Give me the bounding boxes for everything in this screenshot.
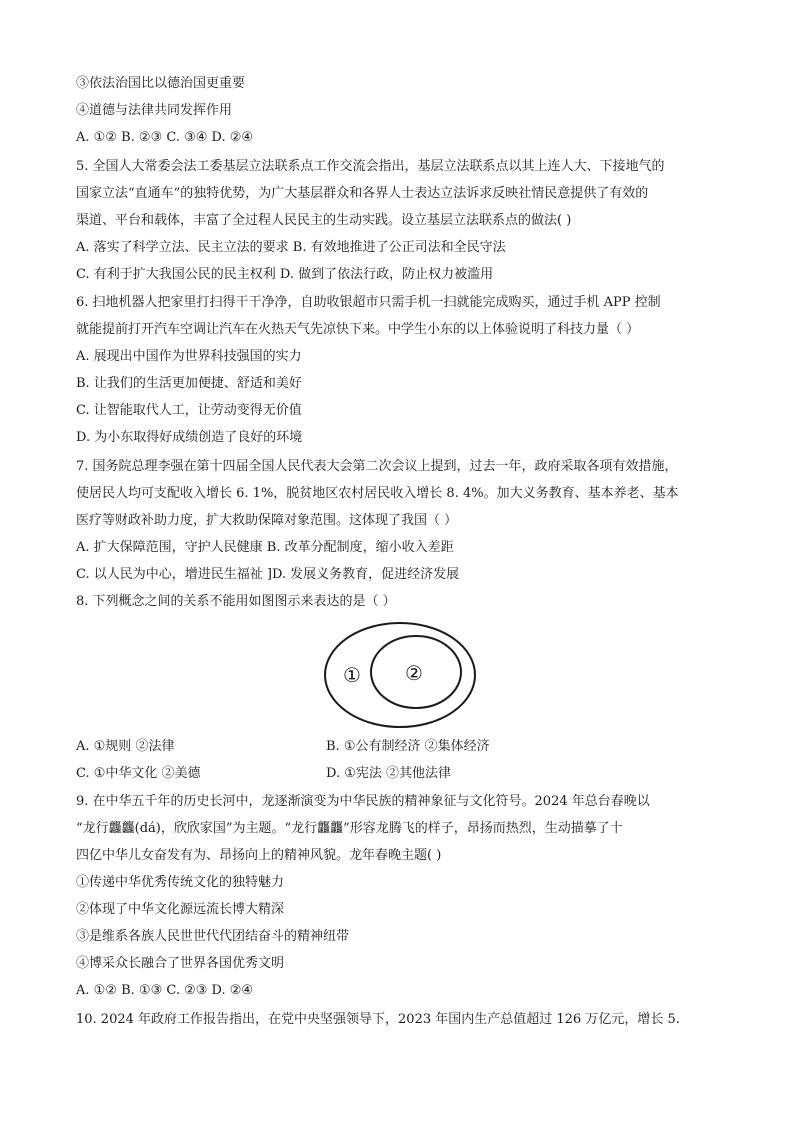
q9-statement-1: ①传递中华优秀传统文化的独特魅力 — [76, 875, 285, 890]
q6-stem-line-1: 6. 扫地机器人把家里打扫得干干净净，自助收银超市只需手机一扫就能完成购买，通过手机 APP 控制 — [76, 295, 661, 310]
q6-option-d: D. 为小东取得好成绩创造了良好的环境 — [76, 430, 303, 445]
q5-options-row-1: A. 落实了科学立法、民主立法的要求 B. 有效地推进了公正司法和全民守法 — [76, 240, 506, 255]
q8-option-a: A. ①规则 ②法律 — [76, 739, 175, 754]
q9-stem-line-1: 9. 在中华五千年的历史长河中，龙逐渐演变为中华民族的精神象征与文化符号。2024 年总台春晚以 — [76, 794, 650, 809]
q8-option-d: D. ①宪法 ②其他法律 — [326, 766, 452, 781]
q8-option-b: B. ①公有制经济 ②集体经济 — [326, 739, 490, 754]
q8-option-c: C. ①中华文化 ②美德 — [76, 766, 201, 781]
q8-options-row-1 — [76, 737, 726, 757]
q4-statement-3: ③依法治国比以德治国更重要 — [76, 76, 246, 91]
q9-statement-3: ③是维系各族人民世世代代团结奋斗的精神纽带 — [76, 929, 350, 944]
q4-statement-4: ④道德与法律共同发挥作用 — [76, 103, 233, 118]
q8-nested-ellipse-diagram — [322, 620, 478, 730]
q5-stem-line-2: 国家立法“直通车”的独特优势，为广大基层群众和各界人士表达立法诉求反映社情民意提供了有效的 — [76, 186, 649, 201]
q5-stem-line-3: 渠道、平台和载体，丰富了全过程人民民主的生动实践。设立基层立法联系点的做法( ) — [76, 213, 572, 228]
q7-options-row-2: C. 以人民为中心，增进民生福祉 ]D. 发展义务教育，促进经济发展 — [76, 567, 460, 582]
q9-options: A. ①② B. ①③ C. ②③ D. ②④ — [76, 983, 254, 998]
q7-stem-line-1: 7. 国务院总理李强在第十四届全国人民代表大会第二次会议上提到，过去一年，政府采取各项有效措施， — [76, 459, 678, 474]
q6-option-c: C. 让智能取代人工，让劳动变得无价值 — [76, 403, 302, 418]
q6-stem-line-2: 就能提前打开汽车空调让汽车在火热天气先凉快下来。中学生小东的以上体验说明了科技力量（ ） — [76, 322, 640, 337]
q4-options: A. ①② B. ②③ C. ③④ D. ②④ — [76, 130, 254, 145]
q9-stem-line-3: 四亿中华儿女奋发有为、昂扬向上的精神风貌。龙年春晚主题( ) — [76, 848, 442, 863]
q6-option-a: A. 展现出中国作为世界科技强国的实力 — [76, 349, 302, 364]
q8-stem: 8. 下列概念之间的关系不能用如图图示来表达的是（ ） — [76, 594, 396, 609]
q7-stem-line-2: 使居民人均可支配收入增长 6. 1%，脱贫地区农村居民收入增长 8. 4%。加大义务教育、基本养老、基本 — [76, 486, 679, 501]
q6-option-b: B. 让我们的生活更加便捷、舒适和美好 — [76, 376, 302, 391]
q9-statement-4: ④博采众长融合了世界各国优秀文明 — [76, 956, 285, 971]
q7-options-row-1: A. 扩大保障范围，守护人民健康 B. 改革分配制度，缩小收入差距 — [76, 540, 454, 555]
q7-stem-line-3: 医疗等财政补助力度，扩大救助保障对象范围。这体现了我国（ ） — [76, 513, 458, 528]
outer-ellipse-label: ① — [343, 663, 361, 687]
q8-options-row-2 — [76, 764, 726, 784]
q10-stem-line-1: 10. 2024 年政府工作报告指出，在党中央坚强领导下，2023 年国内生产总值超过 126 万亿元，增长 5. — [76, 1012, 680, 1027]
q9-statement-2: ②体现了中华文化源远流长博大精深 — [76, 902, 285, 917]
q9-stem-line-2: “龙行龘龘(dá)，欣欣家国”为主题。“龙行龘龘”形容龙腾飞的样子，昂扬而热烈，生动描摹了十 — [76, 821, 623, 836]
q5-stem-line-1: 5. 全国人大常委会法工委基层立法联系点工作交流会指出，基层立法联系点以其上连人大、下接地气的 — [76, 159, 665, 174]
q5-options-row-2: C. 有利于扩大我国公民的民主权利 D. 做到了依法行政，防止权力被滥用 — [76, 267, 494, 282]
inner-ellipse-label: ② — [405, 661, 423, 685]
